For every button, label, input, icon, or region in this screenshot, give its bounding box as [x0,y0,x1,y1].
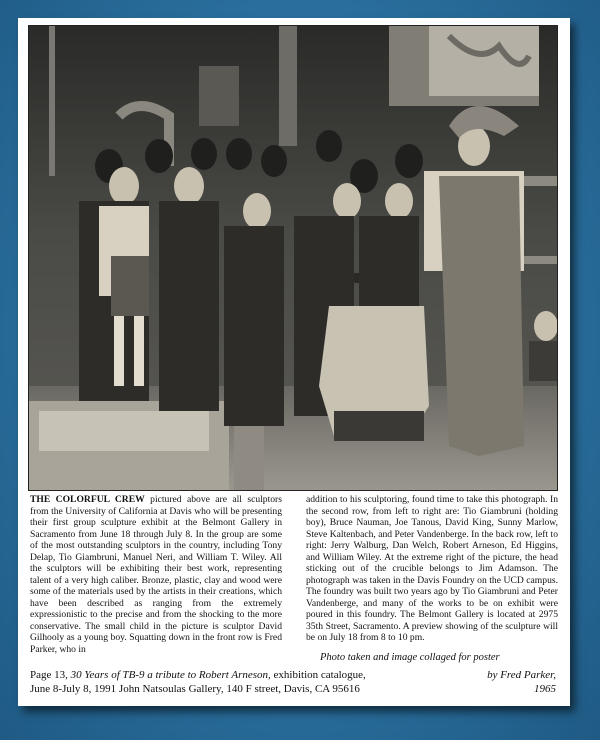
footer-line-2: June 8-July 8, 1991 John Natsoulas Gallery, 140 F street, Davis, CA 95616 [30,683,360,695]
group-photograph [28,25,558,491]
caption-lead: THE COLORFUL CREW [30,494,145,505]
photo-illustration [29,26,557,490]
catalogue-footer [30,668,410,696]
caption-right-text: addition to his sculptoring, found time to take this photograph. In the second row, from left to right are: Tio Giambruni (holding boy), Bruce Nauman, Joe Tanous, David King, Sunny Marlow, Steve Kaltenbach, and Peter Vandenberge. In the back row, left to right: Jerry Walburg, Dan Welch, Robert Arneson, Ed Higgins, and William Wiley. At the extreme right of the picture, the head sticking out of the crucible belongs to Jim Adamson. The photograph was taken in the Davis Foundry on the UCD campus. The foundry was built two years ago by Tio Giambruni and Peter Vandenberge, and many of the works to be on exhibit were poured in this foundry. The Belmont Gallery is located at 2975 35th Street, Sacramento. A preview showing of the sculpture will be on July 18 from 8 to 10 pm. [306,494,558,643]
article-caption [30,494,558,655]
byline [436,668,556,696]
caption-column-right [306,494,558,644]
footer-line-1 [30,668,410,682]
clipping-frame [18,18,570,706]
byline-name: by Fred Parker, [487,669,556,681]
photo-credit: Photo taken and image collaged for poster [320,652,500,663]
footer-catalogue: exhibition catalogue, [273,669,366,681]
byline-year: 1965 [534,683,556,695]
footer-page: Page 13, [30,669,68,681]
caption-left-text: pictured above are all sculptors from the University of California at Davis who will be presenting their first group sculpture exhibit at the Belmont Gallery in Sacramento from June 18 through July 8. In the group are some of the most outstanding sculptors in the country, including Tony Delap, Tio Giambruni, Manuel Neri, and William T. Wiley. All the sculptors will be exhibiting their best work, representing talent of a very high caliber. Bronze, plastic, clay and wood were some of the materials used by the artists in their creations, which have been described as ranging from the extremely expressionistic to the precise and from the shocking to the more conservative. The small child in the picture is sculptor David Gilhooly as a young boy. Squatting down in the front row is Fred Parker, who in [30,494,282,655]
footer-title: 30 Years of TB-9 a tribute to Robert Arneson, [70,669,271,681]
caption-column-left [30,494,282,655]
